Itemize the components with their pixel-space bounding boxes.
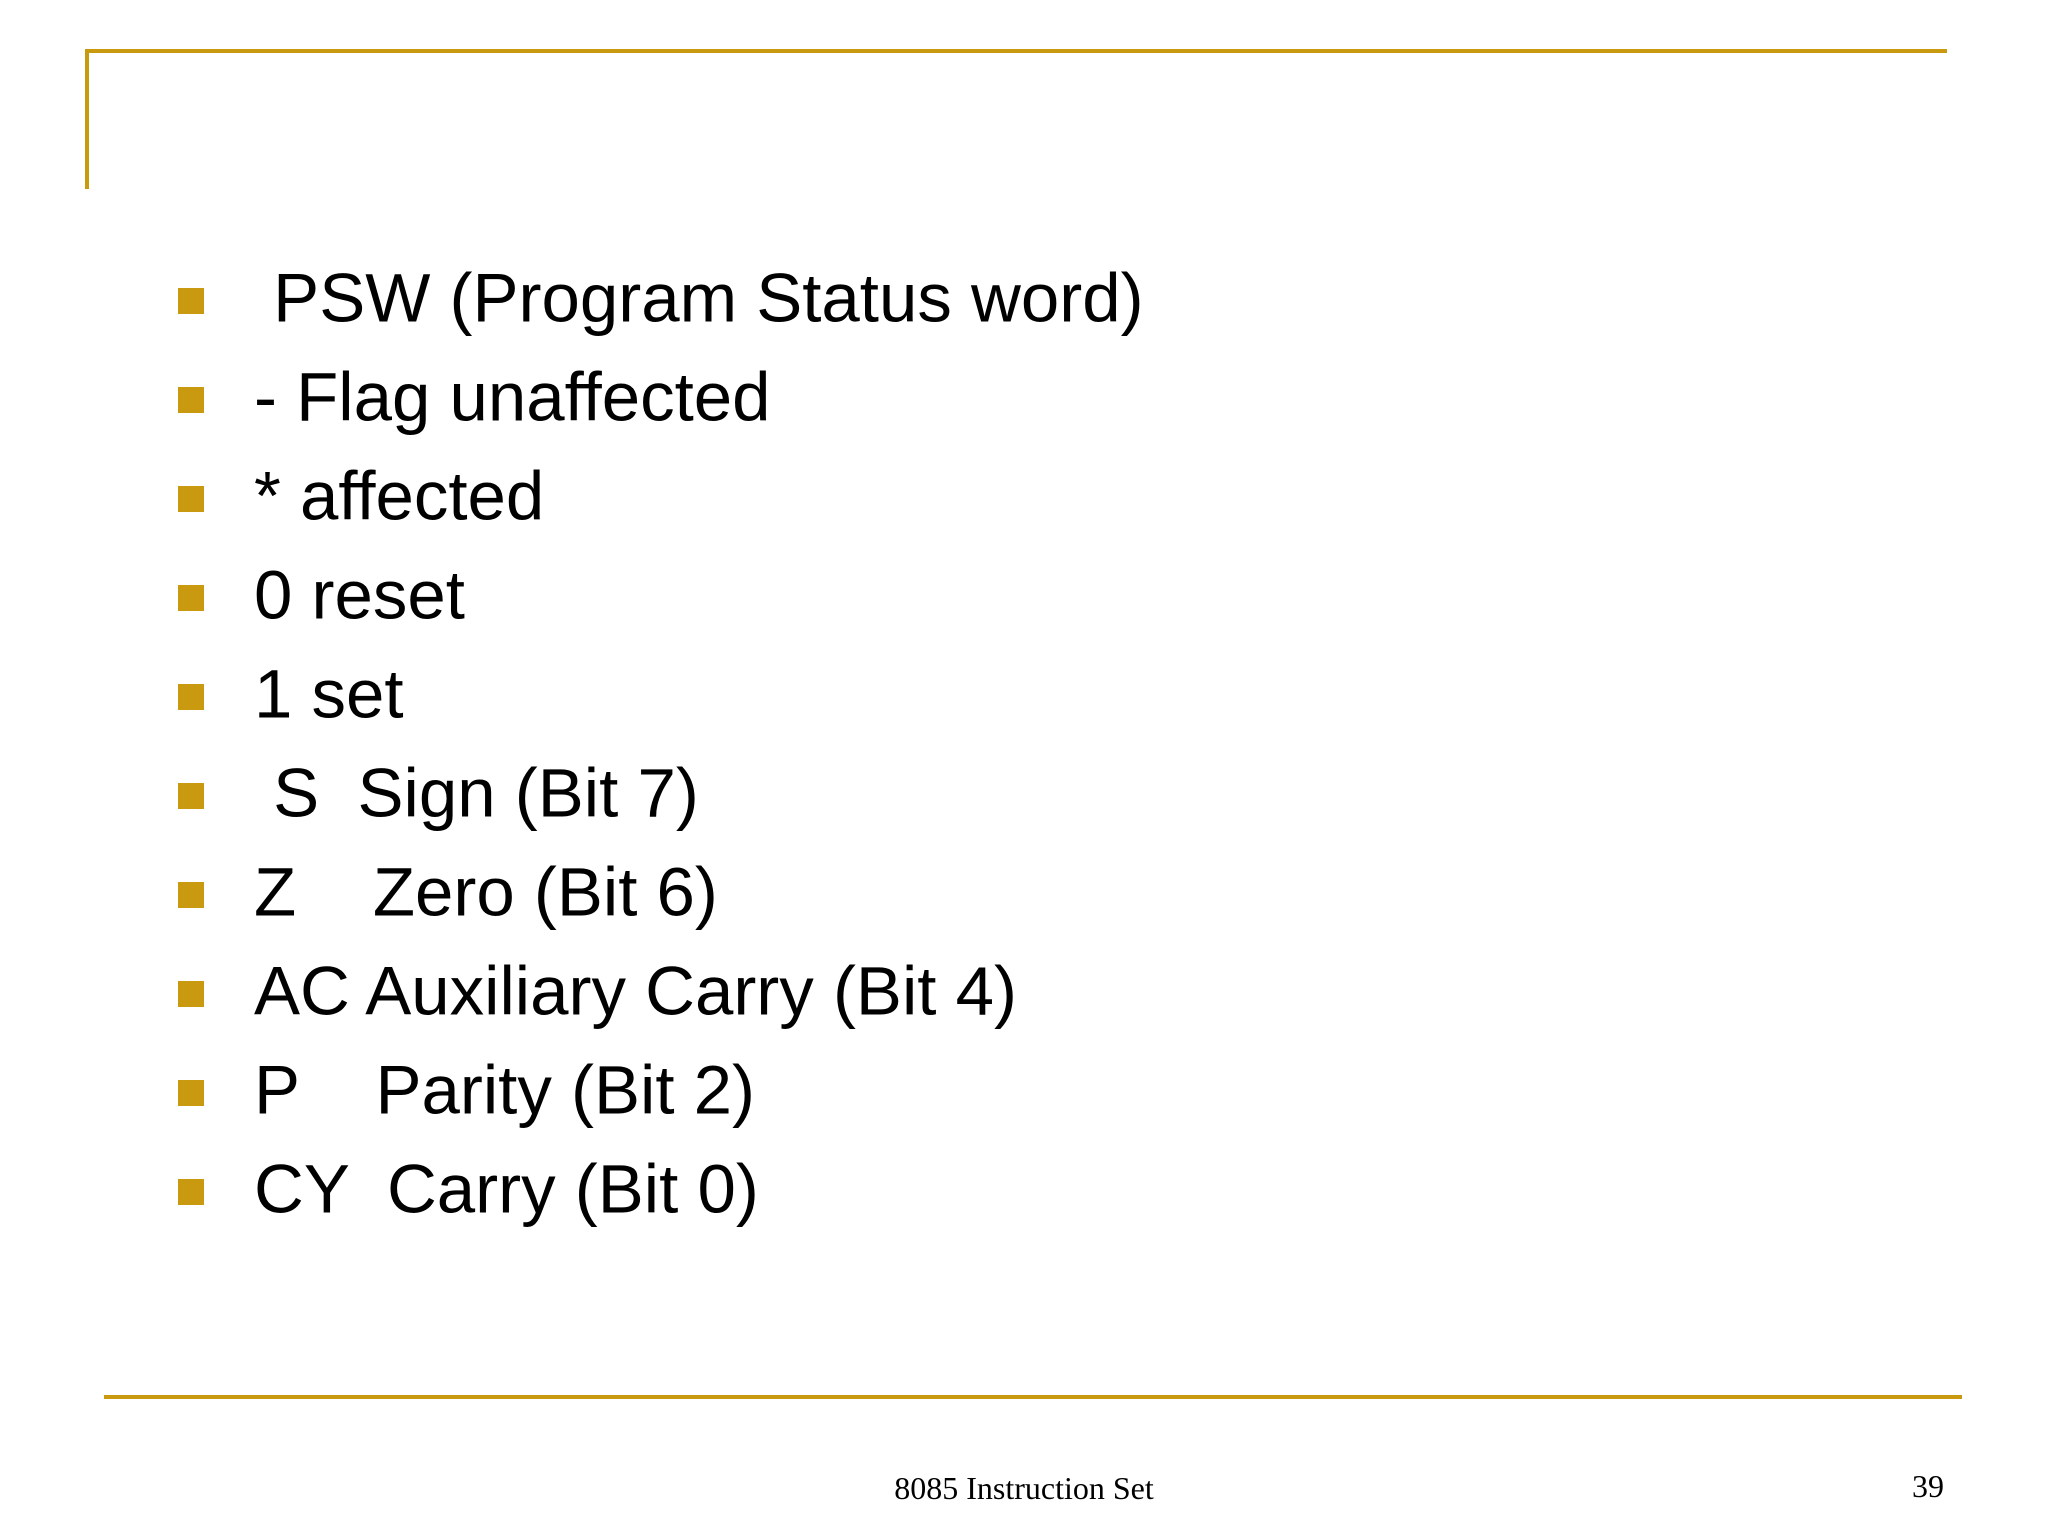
page-number: 39 [1912,1468,1944,1504]
square-bullet-icon [178,1179,204,1205]
bullet-text: AC Auxiliary Carry (Bit 4) [254,952,1017,1029]
bullet-text: - Flag unaffected [254,358,771,435]
top-rule [85,49,1947,53]
square-bullet-icon [178,1080,204,1106]
square-bullet-icon [178,585,204,611]
square-bullet-icon [178,486,204,512]
square-bullet-icon [178,981,204,1007]
bullet-text: * affected [254,457,545,534]
bullet-text: 0 reset [254,556,465,633]
square-bullet-icon [178,387,204,413]
square-bullet-icon [178,684,204,710]
bullet-text: PSW (Program Status word) [254,259,1144,336]
square-bullet-icon [178,882,204,908]
square-bullet-icon [178,288,204,314]
bullet-text: Z Zero (Bit 6) [254,853,718,930]
bullet-text: P Parity (Bit 2) [254,1051,756,1128]
bottom-rule [104,1395,1962,1399]
bullet-text: 1 set [254,655,404,732]
bullet-text: S Sign (Bit 7) [254,754,699,831]
bullet-text: CY Carry (Bit 0) [254,1150,759,1227]
left-rule [85,49,89,189]
square-bullet-icon [178,783,204,809]
footer-title: 8085 Instruction Set [894,1470,1154,1506]
